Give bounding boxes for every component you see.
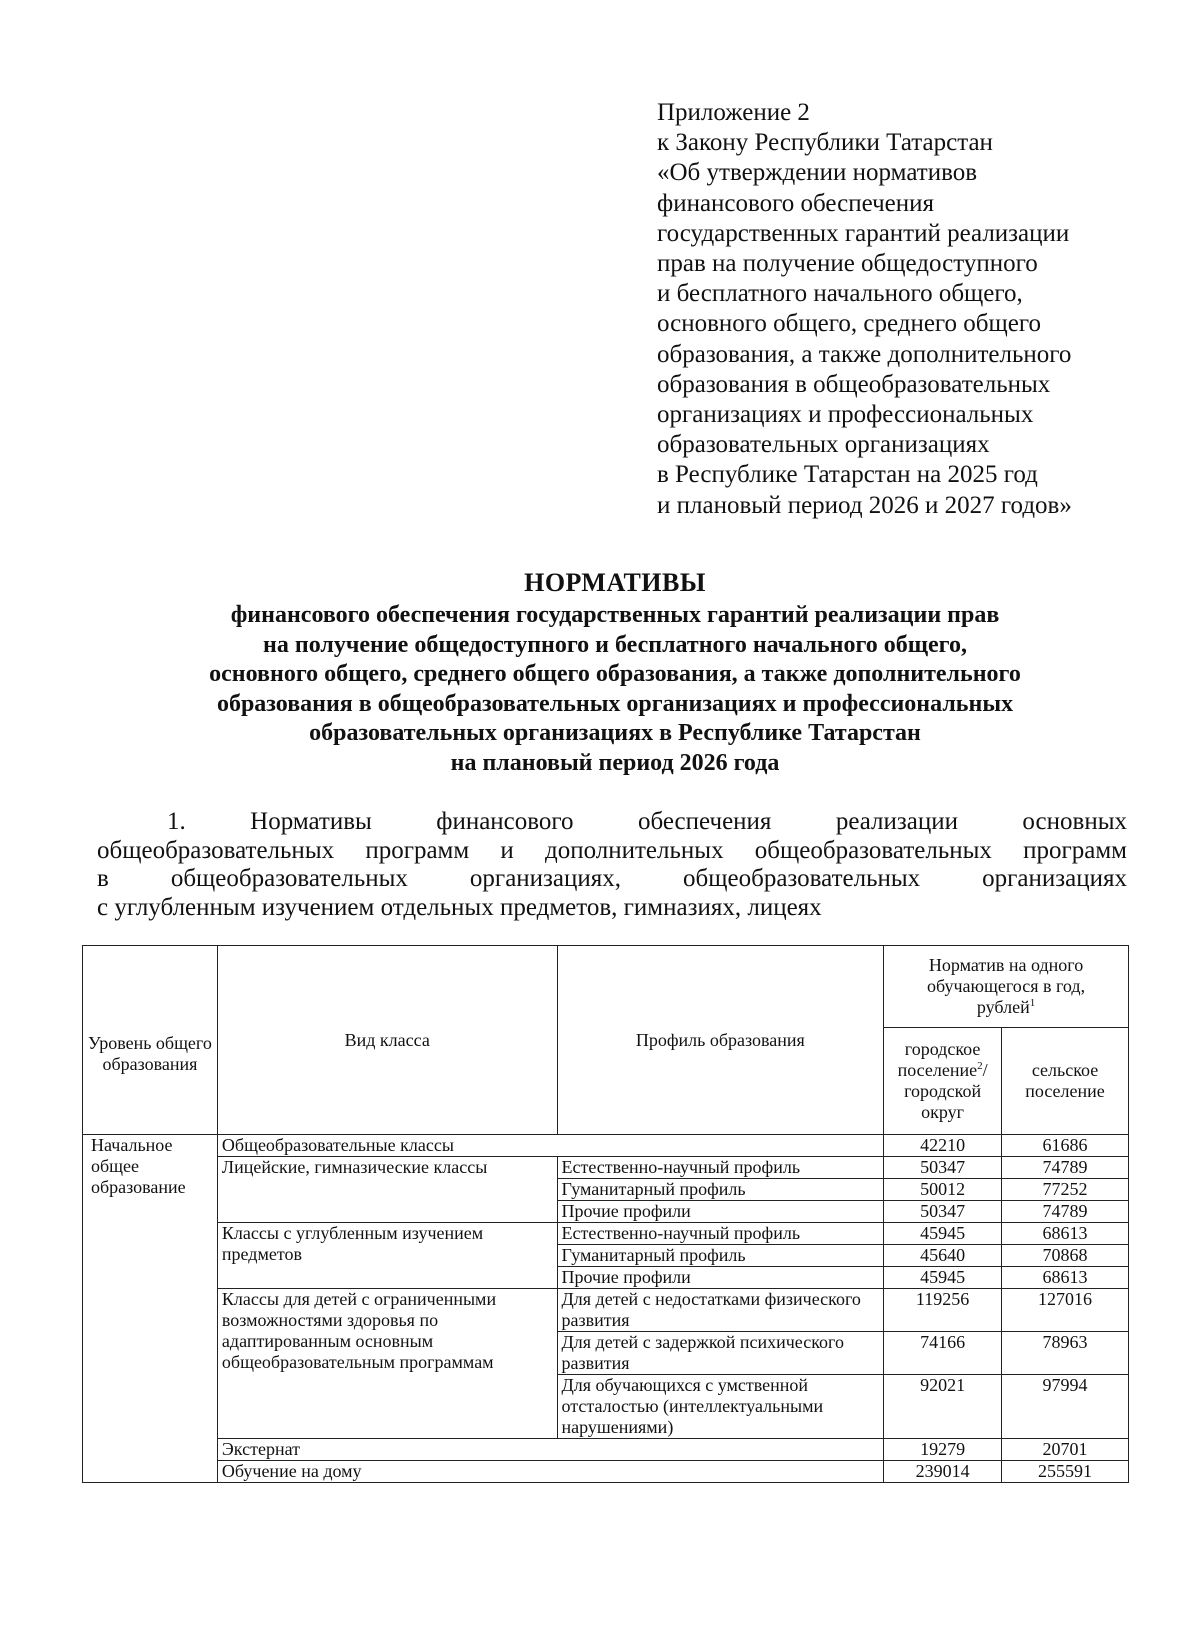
header-profile: Профиль образования: [557, 946, 884, 1135]
appendix-line: и бесплатного начального общего,: [657, 280, 1023, 308]
class-type-cell: Лицейские, гимназические классы: [217, 1157, 557, 1223]
rural-value: 61686: [1002, 1135, 1129, 1157]
appendix-line: основного общего, среднего общего: [657, 310, 1041, 338]
rural-value: 97994: [1002, 1375, 1129, 1439]
urban-value: 74166: [884, 1332, 1002, 1375]
rural-value: 127016: [1002, 1289, 1129, 1332]
appendix-line: образовательных организациях: [657, 431, 990, 459]
table-row: [83, 1135, 1129, 1157]
urban-value: 45945: [884, 1267, 1002, 1289]
header-level: Уровень общего образования: [83, 946, 218, 1135]
rural-value: 68613: [1002, 1223, 1129, 1245]
appendix-line: Приложение 2: [657, 99, 810, 126]
appendix-line: образования в общеобразовательных: [657, 370, 1051, 398]
paragraph-line: в общеобразовательных организациях, общеобразовательных организациях: [97, 865, 1127, 892]
table-row: [83, 1223, 1129, 1245]
profile-cell: Естественно-научный профиль: [557, 1223, 884, 1245]
urban-value: 45640: [884, 1245, 1002, 1267]
profile-cell: Для детей с задержкой психического развития: [557, 1332, 884, 1375]
title-line: образования в общеобразовательных организациях и профессиональных: [216, 690, 1014, 717]
norms-table: [82, 945, 1129, 1483]
title-line: на получение общедоступного и бесплатного начального общего,: [263, 631, 967, 658]
urban-value: 19279: [884, 1439, 1002, 1461]
class-type-cell: Классы с углубленным изучением предметов: [217, 1223, 557, 1289]
appendix-line: и плановый период 2026 и 2027 годов»: [657, 491, 1072, 519]
profile-cell: Прочие профили: [557, 1201, 884, 1223]
rural-value: 20701: [1002, 1439, 1129, 1461]
table-row: [83, 1461, 1129, 1483]
urban-value: 239014: [884, 1461, 1002, 1483]
title-main: НОРМАТИВЫ: [524, 568, 706, 597]
appendix-line: к Закону Республики Татарстан: [657, 129, 993, 157]
rural-value: 68613: [1002, 1267, 1129, 1289]
table-row: [83, 1157, 1129, 1179]
rural-value: 74789: [1002, 1201, 1129, 1223]
footnote-mark: 1: [1029, 996, 1036, 1009]
title-line: финансового обеспечения государственных гарантий реализации прав: [230, 602, 1000, 628]
urban-value: 50347: [884, 1201, 1002, 1223]
class-type-cell: Экстернат: [217, 1439, 883, 1461]
footnote-mark: 2: [977, 1059, 983, 1072]
appendix-line: «Об утверждении нормативов: [657, 159, 978, 187]
header-rural: сельское поселение: [1002, 1027, 1129, 1134]
document-title: [60, 565, 1170, 778]
urban-value: 45945: [884, 1223, 1002, 1245]
appendix-line: образования, а также дополнительного: [657, 340, 1072, 368]
header-class-type: Вид класса: [217, 946, 557, 1135]
profile-cell: Естественно-научный профиль: [557, 1157, 884, 1179]
header-urban-text: городское поселение: [897, 1038, 981, 1080]
profile-cell: Для обучающихся с умственной отсталостью (интеллектуальными нарушениями): [557, 1375, 884, 1439]
profile-cell: Прочие профили: [557, 1267, 884, 1289]
appendix-line: государственных гарантий реализации: [657, 219, 1070, 247]
title-line: на плановый период 2026 года: [450, 749, 780, 776]
paragraph-line: 1. Нормативы финансового обеспечения реализации основных: [167, 808, 1127, 835]
profile-cell: Гуманитарный профиль: [557, 1179, 884, 1201]
table-row: [83, 1289, 1129, 1332]
profile-cell: Гуманитарный профиль: [557, 1245, 884, 1267]
urban-value: 119256: [884, 1289, 1002, 1332]
class-type-cell: Классы для детей с ограниченными возможностями здоровья по адаптированным основным общеобразовательным программам: [217, 1289, 557, 1439]
section-1-paragraph: [97, 808, 1127, 922]
urban-value: 50012: [884, 1179, 1002, 1201]
title-line: образовательных организациях в Республике Татарстан: [309, 720, 921, 746]
rural-value: 77252: [1002, 1179, 1129, 1201]
rural-value: 74789: [1002, 1157, 1129, 1179]
appendix-line: организациях и профессиональных: [657, 401, 1034, 429]
urban-value: 92021: [884, 1375, 1002, 1439]
class-type-cell: Обучение на дому: [217, 1461, 883, 1483]
appendix-line: прав на получение общедоступного: [657, 250, 1038, 278]
rural-value: 78963: [1002, 1332, 1129, 1375]
paragraph-line: с углубленным изучением отдельных предметов, гимназиях, лицеях: [97, 893, 822, 921]
level-cell: Начальное общее образование: [83, 1135, 218, 1483]
rural-value: 255591: [1002, 1461, 1129, 1483]
profile-cell: Для детей с недостатками физического развития: [557, 1289, 884, 1332]
class-type-cell: Общеобразовательные классы: [217, 1135, 883, 1157]
header-norm: [884, 946, 1129, 1028]
table-header-row: [83, 946, 1129, 1028]
header-urban: [884, 1027, 1002, 1134]
title-line: основного общего, среднего общего образования, а также дополнительного: [209, 661, 1021, 687]
appendix-line: в Республике Татарстан на 2025 год: [657, 461, 1038, 489]
appendix-header: [657, 98, 1177, 521]
paragraph-line: общеобразовательных программ и дополнительных общеобразовательных программ: [97, 836, 1127, 864]
table-row: [83, 1439, 1129, 1461]
rural-value: 70868: [1002, 1245, 1129, 1267]
header-urban-tail: / городской округ: [904, 1059, 988, 1122]
urban-value: 50347: [884, 1157, 1002, 1179]
appendix-line: финансового обеспечения: [657, 189, 935, 217]
header-norm-text: Норматив на одного обучающегося в год, рублей: [927, 954, 1086, 1017]
urban-value: 42210: [884, 1135, 1002, 1157]
